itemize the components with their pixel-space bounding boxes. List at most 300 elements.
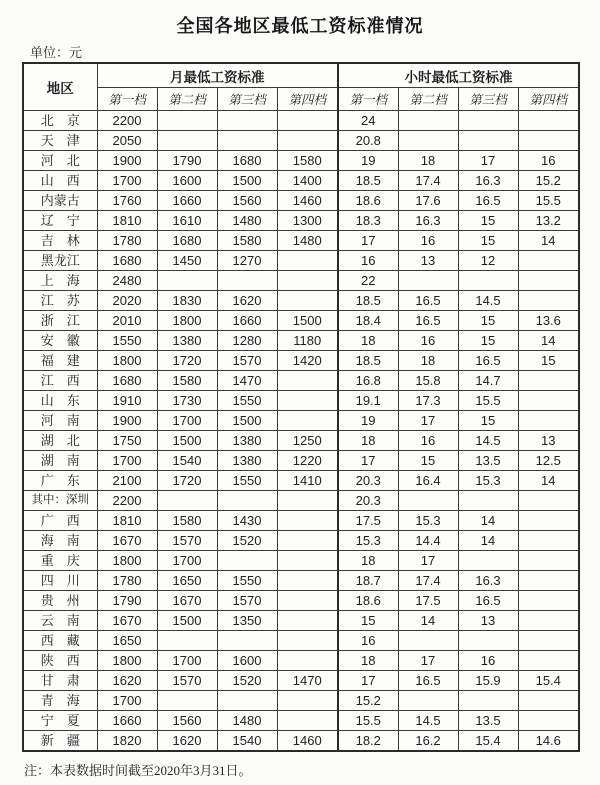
hourly-value-cell: 20.8 <box>338 131 398 151</box>
monthly-value-cell <box>277 131 338 151</box>
table-row <box>23 311 579 331</box>
hourly-value-cell <box>518 531 579 551</box>
table-row <box>23 491 579 511</box>
monthly-value-cell: 1680 <box>157 231 217 251</box>
table-row <box>23 211 579 231</box>
hourly-value-cell: 15 <box>458 231 518 251</box>
monthly-value-cell: 1250 <box>277 431 338 451</box>
monthly-value-cell: 1650 <box>157 571 217 591</box>
monthly-value-cell <box>277 691 338 711</box>
monthly-value-cell: 1480 <box>217 211 277 231</box>
monthly-value-cell: 1380 <box>217 451 277 471</box>
region-cell: 福 建 <box>23 351 97 371</box>
hourly-value-cell: 16.3 <box>398 211 458 231</box>
hourly-value-cell: 16 <box>398 431 458 451</box>
monthly-value-cell: 1900 <box>97 411 157 431</box>
monthly-value-cell: 1380 <box>217 431 277 451</box>
group-header-row <box>23 63 579 88</box>
monthly-value-cell: 1470 <box>277 671 338 691</box>
hourly-value-cell: 16.4 <box>398 471 458 491</box>
table-row <box>23 111 579 131</box>
monthly-value-cell: 1410 <box>277 471 338 491</box>
hourly-value-cell: 14 <box>398 611 458 631</box>
monthly-value-cell: 1570 <box>217 351 277 371</box>
hourly-value-cell <box>518 711 579 731</box>
hourly-value-cell: 20.3 <box>338 471 398 491</box>
hourly-value-cell: 16.5 <box>398 311 458 331</box>
hourly-value-cell: 18 <box>398 151 458 171</box>
monthly-value-cell: 1450 <box>157 251 217 271</box>
table-row <box>23 651 579 671</box>
monthly-value-cell <box>277 631 338 651</box>
monthly-value-cell <box>217 691 277 711</box>
hourly-value-cell: 13.2 <box>518 211 579 231</box>
hourly-value-cell: 18 <box>338 651 398 671</box>
region-cell: 云 南 <box>23 611 97 631</box>
hourly-value-cell: 12.5 <box>518 451 579 471</box>
hourly-value-cell <box>398 491 458 511</box>
region-cell: 黑龙江 <box>23 251 97 271</box>
hourly-value-cell: 15.3 <box>458 471 518 491</box>
hourly-value-cell: 17.5 <box>398 591 458 611</box>
monthly-value-cell: 1910 <box>97 391 157 411</box>
monthly-value-cell: 1790 <box>157 151 217 171</box>
table-header <box>23 63 579 111</box>
table-row <box>23 451 579 471</box>
monthly-value-cell: 1680 <box>217 151 277 171</box>
region-cell: 河 北 <box>23 151 97 171</box>
monthly-value-cell: 1300 <box>277 211 338 231</box>
monthly-value-cell: 1660 <box>157 191 217 211</box>
hourly-value-cell <box>518 571 579 591</box>
monthly-value-cell <box>277 571 338 591</box>
monthly-value-cell: 1780 <box>97 571 157 591</box>
monthly-value-cell: 1460 <box>277 191 338 211</box>
hourly-value-cell: 15.9 <box>458 671 518 691</box>
table-row <box>23 611 579 631</box>
hourly-value-cell: 15 <box>398 451 458 471</box>
hourly-value-cell <box>518 391 579 411</box>
monthly-value-cell: 1810 <box>97 211 157 231</box>
monthly-value-cell: 1700 <box>157 551 217 571</box>
hourly-value-cell <box>518 591 579 611</box>
monthly-value-cell <box>277 551 338 571</box>
hourly-value-cell: 18 <box>338 431 398 451</box>
hourly-value-cell: 16 <box>458 651 518 671</box>
monthly-value-cell: 2480 <box>97 271 157 291</box>
monthly-value-cell: 1520 <box>217 531 277 551</box>
region-cell: 甘 肃 <box>23 671 97 691</box>
hourly-value-cell <box>398 631 458 651</box>
monthly-value-cell: 1550 <box>217 571 277 591</box>
region-cell: 湖 北 <box>23 431 97 451</box>
table-row <box>23 391 579 411</box>
region-cell: 安 徽 <box>23 331 97 351</box>
hourly-value-cell: 15 <box>458 331 518 351</box>
monthly-value-cell: 1620 <box>157 731 217 752</box>
monthly-value-cell <box>277 651 338 671</box>
region-cell: 广 东 <box>23 471 97 491</box>
hourly-value-cell: 14 <box>458 531 518 551</box>
monthly-value-cell: 1820 <box>97 731 157 752</box>
hourly-value-cell: 18.6 <box>338 191 398 211</box>
tier-header-cell: 第四档 <box>277 88 338 111</box>
hourly-value-cell <box>518 271 579 291</box>
monthly-value-cell: 1500 <box>157 611 217 631</box>
hourly-value-cell: 18.5 <box>338 291 398 311</box>
unit-label: 单位：元 <box>30 45 83 60</box>
region-cell: 山 西 <box>23 171 97 191</box>
hourly-value-cell: 15.5 <box>338 711 398 731</box>
monthly-value-cell <box>277 611 338 631</box>
hourly-value-cell <box>458 491 518 511</box>
hourly-value-cell: 18.3 <box>338 211 398 231</box>
region-cell: 河 南 <box>23 411 97 431</box>
table-row <box>23 551 579 571</box>
hourly-value-cell: 14.5 <box>458 291 518 311</box>
monthly-value-cell: 1460 <box>277 731 338 752</box>
hourly-value-cell: 18.5 <box>338 171 398 191</box>
region-cell: 重 庆 <box>23 551 97 571</box>
monthly-value-cell <box>217 111 277 131</box>
monthly-value-cell <box>157 131 217 151</box>
monthly-value-cell: 1570 <box>157 671 217 691</box>
monthly-value-cell: 1780 <box>97 231 157 251</box>
monthly-value-cell <box>157 111 217 131</box>
region-cell: 吉 林 <box>23 231 97 251</box>
monthly-value-cell <box>157 491 217 511</box>
hourly-value-cell: 17.6 <box>398 191 458 211</box>
monthly-value-cell: 2200 <box>97 111 157 131</box>
monthly-value-cell: 2020 <box>97 291 157 311</box>
monthly-value-cell: 1700 <box>97 691 157 711</box>
monthly-value-cell <box>277 391 338 411</box>
monthly-value-cell: 1680 <box>97 371 157 391</box>
hourly-value-cell: 15 <box>338 611 398 631</box>
monthly-value-cell <box>277 511 338 531</box>
hourly-value-cell <box>518 651 579 671</box>
hourly-group-header: 小时最低工资标准 <box>338 63 579 88</box>
hourly-value-cell <box>518 691 579 711</box>
table-row <box>23 291 579 311</box>
hourly-value-cell: 15 <box>518 351 579 371</box>
region-cell: 广 西 <box>23 511 97 531</box>
monthly-value-cell: 1700 <box>157 411 217 431</box>
monthly-value-cell: 1810 <box>97 511 157 531</box>
hourly-value-cell <box>518 251 579 271</box>
monthly-value-cell: 1670 <box>97 611 157 631</box>
hourly-value-cell <box>458 111 518 131</box>
monthly-value-cell: 1800 <box>157 311 217 331</box>
hourly-value-cell: 16.5 <box>398 671 458 691</box>
table-row <box>23 331 579 351</box>
monthly-value-cell: 1520 <box>217 671 277 691</box>
hourly-value-cell <box>398 111 458 131</box>
table-row <box>23 191 579 211</box>
tier-header-cell: 第三档 <box>217 88 277 111</box>
hourly-value-cell: 18 <box>398 351 458 371</box>
hourly-value-cell: 18.5 <box>338 351 398 371</box>
region-cell: 青 海 <box>23 691 97 711</box>
page-title: 全国各地区最低工资标准情况 <box>176 16 424 36</box>
hourly-value-cell: 13.5 <box>458 711 518 731</box>
hourly-value-cell <box>518 291 579 311</box>
table-row <box>23 171 579 191</box>
monthly-value-cell: 1790 <box>97 591 157 611</box>
hourly-value-cell: 18 <box>338 551 398 571</box>
table-row <box>23 471 579 491</box>
monthly-value-cell <box>157 691 217 711</box>
monthly-value-cell: 1180 <box>277 331 338 351</box>
tier-header-cell: 第二档 <box>398 88 458 111</box>
hourly-value-cell <box>518 411 579 431</box>
monthly-value-cell: 1700 <box>157 651 217 671</box>
monthly-value-cell: 1720 <box>157 471 217 491</box>
hourly-value-cell: 13 <box>458 611 518 631</box>
hourly-value-cell: 17 <box>398 651 458 671</box>
tier-header-cell: 第四档 <box>518 88 579 111</box>
table-row <box>23 631 579 651</box>
hourly-value-cell <box>398 691 458 711</box>
tier-header-cell: 第一档 <box>97 88 157 111</box>
region-cell: 浙 江 <box>23 311 97 331</box>
hourly-value-cell: 14 <box>518 471 579 491</box>
monthly-value-cell: 1720 <box>157 351 217 371</box>
table-row <box>23 711 579 731</box>
monthly-value-cell: 1430 <box>217 511 277 531</box>
tier-header-cell: 第二档 <box>157 88 217 111</box>
monthly-value-cell: 1600 <box>217 651 277 671</box>
monthly-value-cell: 1580 <box>277 151 338 171</box>
hourly-value-cell: 16.3 <box>458 171 518 191</box>
table-note: 注：本表数据时间截至2020年3月31日。 <box>24 763 252 778</box>
hourly-value-cell: 15.4 <box>458 731 518 752</box>
monthly-value-cell <box>157 631 217 651</box>
monthly-value-cell: 1700 <box>97 451 157 471</box>
hourly-value-cell: 19 <box>338 411 398 431</box>
hourly-value-cell: 15.5 <box>458 391 518 411</box>
monthly-value-cell <box>277 271 338 291</box>
region-cell: 贵 州 <box>23 591 97 611</box>
monthly-value-cell <box>277 411 338 431</box>
table-row <box>23 131 579 151</box>
hourly-value-cell: 17 <box>398 411 458 431</box>
region-cell: 天 津 <box>23 131 97 151</box>
hourly-value-cell <box>458 131 518 151</box>
monthly-value-cell: 1560 <box>217 191 277 211</box>
table-row <box>23 151 579 171</box>
hourly-value-cell: 16 <box>398 331 458 351</box>
hourly-value-cell: 18.2 <box>338 731 398 752</box>
hourly-value-cell <box>518 111 579 131</box>
region-cell: 上 海 <box>23 271 97 291</box>
hourly-value-cell <box>518 131 579 151</box>
hourly-value-cell: 13.5 <box>458 451 518 471</box>
hourly-value-cell: 17.4 <box>398 571 458 591</box>
monthly-value-cell: 1500 <box>157 431 217 451</box>
hourly-value-cell: 16.3 <box>458 571 518 591</box>
hourly-value-cell: 20.3 <box>338 491 398 511</box>
hourly-value-cell: 16 <box>398 231 458 251</box>
hourly-value-cell: 16 <box>518 151 579 171</box>
monthly-value-cell <box>217 631 277 651</box>
table-body <box>23 111 579 752</box>
monthly-value-cell <box>277 591 338 611</box>
monthly-value-cell: 1570 <box>217 591 277 611</box>
hourly-value-cell: 13.6 <box>518 311 579 331</box>
monthly-value-cell: 1580 <box>217 231 277 251</box>
hourly-value-cell: 14 <box>458 511 518 531</box>
hourly-value-cell: 14.7 <box>458 371 518 391</box>
table-row <box>23 571 579 591</box>
monthly-value-cell: 1600 <box>157 171 217 191</box>
hourly-value-cell: 15.2 <box>338 691 398 711</box>
hourly-value-cell: 15 <box>458 411 518 431</box>
hourly-value-cell: 16.5 <box>398 291 458 311</box>
hourly-value-cell <box>518 611 579 631</box>
hourly-value-cell: 17.4 <box>398 171 458 191</box>
hourly-value-cell <box>518 631 579 651</box>
hourly-value-cell: 15.8 <box>398 371 458 391</box>
hourly-value-cell: 17 <box>398 551 458 571</box>
region-cell: 四 川 <box>23 571 97 591</box>
monthly-value-cell <box>277 491 338 511</box>
monthly-value-cell: 1660 <box>97 711 157 731</box>
hourly-value-cell: 14 <box>518 231 579 251</box>
hourly-value-cell: 17 <box>458 151 518 171</box>
monthly-value-cell <box>277 291 338 311</box>
monthly-value-cell: 1500 <box>217 171 277 191</box>
hourly-value-cell: 16.5 <box>458 351 518 371</box>
monthly-value-cell: 2100 <box>97 471 157 491</box>
monthly-value-cell: 1350 <box>217 611 277 631</box>
monthly-value-cell: 1700 <box>97 171 157 191</box>
hourly-value-cell: 16.2 <box>398 731 458 752</box>
region-cell: 江 苏 <box>23 291 97 311</box>
region-cell: 北 京 <box>23 111 97 131</box>
minimum-wage-table <box>22 62 580 752</box>
monthly-value-cell: 1800 <box>97 651 157 671</box>
monthly-value-cell: 1580 <box>157 371 217 391</box>
hourly-value-cell: 14.5 <box>398 711 458 731</box>
monthly-value-cell: 1480 <box>277 231 338 251</box>
monthly-value-cell: 1670 <box>157 591 217 611</box>
hourly-value-cell <box>458 271 518 291</box>
monthly-value-cell: 2200 <box>97 491 157 511</box>
hourly-value-cell: 18.6 <box>338 591 398 611</box>
region-cell: 内蒙古 <box>23 191 97 211</box>
hourly-value-cell: 16.5 <box>458 191 518 211</box>
region-cell: 其中：深圳 <box>23 491 97 511</box>
hourly-value-cell: 15.5 <box>518 191 579 211</box>
monthly-value-cell: 1750 <box>97 431 157 451</box>
table-row <box>23 731 579 752</box>
hourly-value-cell <box>518 491 579 511</box>
monthly-value-cell: 1680 <box>97 251 157 271</box>
monthly-value-cell: 1550 <box>97 331 157 351</box>
table-row <box>23 691 579 711</box>
monthly-value-cell: 1280 <box>217 331 277 351</box>
table-row <box>23 231 579 251</box>
monthly-value-cell: 1550 <box>217 391 277 411</box>
hourly-value-cell: 13 <box>518 431 579 451</box>
monthly-value-cell: 1900 <box>97 151 157 171</box>
monthly-value-cell: 1540 <box>157 451 217 471</box>
monthly-value-cell: 1540 <box>217 731 277 752</box>
hourly-value-cell: 15.3 <box>338 531 398 551</box>
hourly-value-cell: 17 <box>338 671 398 691</box>
monthly-value-cell: 1480 <box>217 711 277 731</box>
monthly-value-cell: 1470 <box>217 371 277 391</box>
hourly-value-cell <box>518 371 579 391</box>
monthly-value-cell: 1620 <box>217 291 277 311</box>
monthly-value-cell <box>217 551 277 571</box>
monthly-value-cell <box>157 271 217 291</box>
hourly-value-cell: 15 <box>458 211 518 231</box>
monthly-value-cell: 1420 <box>277 351 338 371</box>
monthly-value-cell <box>277 711 338 731</box>
monthly-value-cell <box>277 531 338 551</box>
hourly-value-cell: 17.5 <box>338 511 398 531</box>
region-cell: 山 东 <box>23 391 97 411</box>
hourly-value-cell <box>458 631 518 651</box>
region-header-cell: 地区 <box>23 63 97 111</box>
table-row <box>23 351 579 371</box>
monthly-value-cell <box>217 271 277 291</box>
monthly-value-cell: 1670 <box>97 531 157 551</box>
monthly-value-cell <box>277 371 338 391</box>
table-row <box>23 431 579 451</box>
monthly-value-cell: 1570 <box>157 531 217 551</box>
table-row <box>23 411 579 431</box>
monthly-value-cell: 1610 <box>157 211 217 231</box>
monthly-value-cell: 1830 <box>157 291 217 311</box>
hourly-value-cell <box>458 551 518 571</box>
table-row <box>23 591 579 611</box>
region-cell: 宁 夏 <box>23 711 97 731</box>
hourly-value-cell: 13 <box>398 251 458 271</box>
hourly-value-cell: 15.3 <box>398 511 458 531</box>
monthly-value-cell: 1380 <box>157 331 217 351</box>
hourly-value-cell: 19.1 <box>338 391 398 411</box>
monthly-value-cell: 1650 <box>97 631 157 651</box>
monthly-value-cell: 1620 <box>97 671 157 691</box>
monthly-value-cell: 1270 <box>217 251 277 271</box>
monthly-value-cell: 1500 <box>217 411 277 431</box>
hourly-value-cell: 18.4 <box>338 311 398 331</box>
monthly-value-cell: 1580 <box>157 511 217 531</box>
monthly-value-cell <box>277 111 338 131</box>
region-cell: 湖 南 <box>23 451 97 471</box>
hourly-value-cell <box>518 551 579 571</box>
monthly-value-cell: 1760 <box>97 191 157 211</box>
table-row <box>23 251 579 271</box>
tier-header-row <box>23 88 579 111</box>
tier-header-cell: 第一档 <box>338 88 398 111</box>
monthly-value-cell: 1560 <box>157 711 217 731</box>
hourly-value-cell: 14 <box>518 331 579 351</box>
monthly-value-cell: 1550 <box>217 471 277 491</box>
hourly-value-cell <box>398 271 458 291</box>
region-cell: 新 疆 <box>23 731 97 752</box>
hourly-value-cell <box>518 511 579 531</box>
hourly-value-cell: 16 <box>338 251 398 271</box>
region-cell: 辽 宁 <box>23 211 97 231</box>
monthly-value-cell: 2050 <box>97 131 157 151</box>
monthly-value-cell <box>277 251 338 271</box>
hourly-value-cell: 17 <box>338 231 398 251</box>
region-cell: 西 藏 <box>23 631 97 651</box>
